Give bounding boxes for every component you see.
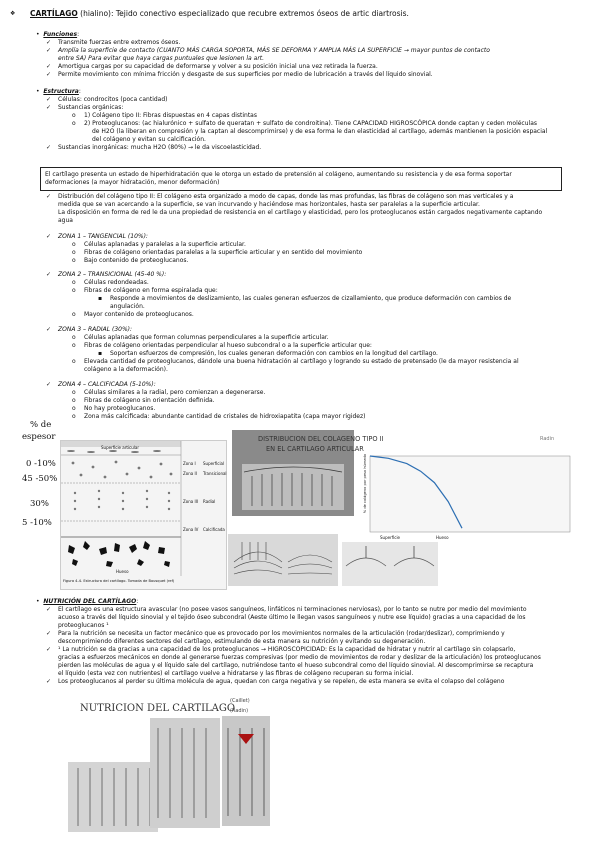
pct-label: espesor [22,432,56,442]
histology-figure [60,440,227,590]
nutricion-line: proteoglucanos ¹ [58,622,109,629]
check-mark: ✓ [46,71,52,78]
zona-title: ZONA 4 – CALCIFICADA (5-10%): [58,381,156,388]
sub-bullet: o [72,334,76,341]
note-box [40,167,562,191]
zona-item: Elevada cantidad de proteoglucanos, dándole una buena hidratación al cartílago y logrando su estado de pretensado (le da mayor resistencia al [84,358,519,365]
diagram-image [342,542,438,586]
note-text: El cartílago presenta un estado de hiperhidratación que le otorga un estado de pretensión al colágeno, aumentando su resistencia y de esa forma soportar deformaciones (a mayor hidratación, menor deformación) [45,171,512,186]
compression-image [228,534,338,586]
zona-title: ZONA 1 – TANGENCIAL (10%): [58,233,148,240]
funciones-item: entre SA) Para evitar que haya cargas puntuales que lesionen la art. [58,55,265,62]
zone-label: Zona II [183,471,197,476]
check-mark: ✓ [46,606,52,613]
pct-label: 30% [30,499,49,509]
zona-item: Soportan esfuerzos de compresión, los cuales generan deformación con cambios en la longitud del cartílago. [110,350,438,357]
sub-bullet: o [72,241,76,248]
nutricion-line: El cartílago es una estructura avascular (no posee vasos sanguíneos, linfáticos ni terminaciones nerviosas), por lo tanto se nutre por medio del movimiento [58,606,527,613]
estructura-item: de H2O (la liberan en compresión y la captan al descomprimirse) y de esa forma le dan elasticidad al cartílago, además mantienen la posición espacial [92,128,548,135]
check-mark: ✓ [46,630,52,637]
pct-label: 45 -50% [22,474,58,484]
nutricion-heading: • NUTRICIÓN DEL CARTÍLAGO: [36,598,139,605]
zona-item: Fibras de colágeno en forma espiralada que: [84,287,218,294]
zone-label: Zona I [183,461,196,466]
distribucion-line: Distribución del colágeno tipo II: El colágeno esta organizado a modo de capas, donde las mas profundas, las fibras de colágeno son mas verticales y a [58,193,514,200]
zona-item: No hay proteoglucanos. [84,405,156,412]
figure-right-tag: Radin [540,436,555,442]
funciones-item: Amplía la superficie de contacto (CUANTO MÁS CARGA SOPORTA, MÁS SE DEFORMA Y AMPLIA MÁS LA SUPERFICIE → mayor puntos de contacto [58,47,490,54]
pct-label: 5 -10% [22,518,52,528]
nutrition-drawing-1 [68,762,158,832]
zone-name: Calcificada [203,527,225,532]
distribucion-line: medida que se van acercando a la superficie, se van incurvando y haciéndose mas horizontales, hasta ser paralelas a la superficie articular. [58,201,480,208]
check-mark: ✓ [46,271,52,278]
nutricion-line: el líquido (esta vez con nutrientes) el cartílago vuelve a hidratarse y las fibras de colágeno recuperan su forma inicial. [58,670,414,677]
estructura-item: Células: condrocitos (poca cantidad) [58,96,168,103]
zona-item: Células aplanadas que forman columnas perpendiculares a la superficie articular. [84,334,329,341]
zone-label: Zona IV [183,527,199,532]
sub-bullet: o [72,249,76,256]
compression-drawing [228,534,338,586]
funciones-item: Transmite fuerzas entre extremos óseos. [58,39,181,46]
zone-label: Zona III [183,499,198,504]
check-mark: ✓ [46,646,52,653]
nutricion-line: ¹ La nutrición se da gracias a una capacidad de los proteoglucanos → HIGROSCOPICIDAD: Es la capacidad de hidratar y nutrir al cartílago sin colapsarlo, [58,646,516,653]
pct-label: 0 -10% [26,459,56,469]
distribucion-line: La disposición en forma de red le da una propiedad de resistencia en el cartílago y elasticidad, pero los proteoglucanos están cargados negativamente captando [58,209,543,216]
nutricion-line: acuoso a través del líquido sinovial y el tejido óseo subcondral (Aeste último le llegan vasos sanguíneos y nutre ese líquido) gracias a una capacidad de los [58,614,526,621]
funciones-item: Amortigua cargas por su capacidad de deformarse y volver a su posición inicial una vez retirada la fuerza. [58,63,378,70]
sub-bullet: o [72,311,76,318]
title-word: CARTÍLAGO [30,9,78,18]
sub-bullet: o [72,112,76,119]
sub-bullet: o [72,405,76,412]
estructura-item: 2) Proteoglucanos: (ac hialurónico + sulfato de queratan + sulfato de condroitina). Tiene CAPACIDAD HIGROSCÓPICA donde captan y ceden moléculas [84,120,538,127]
nutrition-image-2 [150,718,220,828]
check-mark: ✓ [46,96,52,103]
sub-bullet: o [72,120,76,127]
bottom-figure-tag: (Radin) [230,708,249,714]
panel-top-label: Superficie articular [101,445,139,450]
zone-name: Radial [203,499,216,504]
bottom-figure-tag: (Caillet) [230,698,250,704]
sub-bullet: o [72,397,76,404]
figure-right-title: DISTRIBUCION DEL COLAGENO TIPO II [258,435,384,443]
zona-item: Bajo contenido de proteoglucanos. [84,257,189,264]
chart-xlabel-left: Superficie [380,535,401,540]
check-mark: ✓ [46,47,52,54]
nutricion-line: gracias a esfuerzos mecánicos en donde al generarse fuerzas compresivas (por medio de movimientos de rodar y deslizar de la articulación) los proteoglucanos [58,654,541,661]
doc-title [30,10,409,17]
zona-item: Células similares a la radial, pero comienzan a degenerarse. [84,389,266,396]
zona-item: Células redondeadas. [84,279,149,286]
zona-item: Fibras de colágeno sin orientación definida. [84,397,215,404]
chart-ylabel: % de colágeno por peso húmedo [363,453,368,514]
nutricion-line: Para la nutrición se necesita un factor mecánico que es provocado por los movimientos normales de la articulación (rodar/deslizar), comprimiendo y [58,630,505,637]
histology-drawing [61,441,226,589]
figure-right-title: EN EL CARTILAGO ARTICULAR [266,445,364,453]
estructura-heading: • Estructura: [36,88,81,95]
zona-item: colágeno a la deformación). [84,366,168,373]
nutrition-image-1 [68,762,158,832]
check-mark: ✓ [46,193,52,200]
sub-bullet: o [72,257,76,264]
check-mark: ✓ [46,381,52,388]
nutrition-drawing-3 [222,716,270,826]
zona-title: ZONA 2 – TRANSICIONAL (45-40 %): [58,271,167,278]
nutricion-line: Los proteoglucanos al perder su última molécula de agua, quedan con carga negativa y se repelen, de esta manera se evita el colapso del colágeno [58,678,505,685]
zona-item: Zona más calcificada: abundante cantidad de cristales de hidroxiapatita (capa mayor rigidez) [84,413,366,420]
nutrition-image-3 [222,716,270,826]
figure-caption: Figura 4-4. Estructura del cartílago. Tomada de Bousquet (ref) [63,579,175,583]
check-mark: ✓ [46,326,52,333]
bone-label: Hueso [116,569,129,574]
check-mark: ✓ [46,39,52,46]
zone-name: Superficial [203,461,225,466]
distribucion-line: agua [58,217,73,224]
sub-bullet: o [72,358,76,365]
collagen-chart-svg [356,452,576,540]
funciones-item: Permite movimiento con mínima fricción y desgaste de sus superficies por medio de lubricación a través del líquido sinovial. [58,71,433,78]
zona-item: Responde a movimientos de deslizamiento, las cuales generan esfuerzos de cizallamiento, que produce deformación con cambios de [110,295,512,302]
estructura-item: Sustancias orgánicas: [58,104,124,111]
zone-name: Transicional [203,471,227,476]
bottom-figure-title: NUTRICION DEL CARTILAGO [80,703,236,714]
estructura-item: Sustancias inorgánicas: mucha H2O (80%) → le da viscoelasticidad. [58,144,262,151]
check-mark: ✓ [46,144,52,151]
nutrition-drawing-2 [150,718,220,828]
zona-item: angulación. [110,303,145,310]
pct-label: % de [30,420,52,430]
chart-xlabel-right: Hueso [436,535,449,540]
funciones-heading: • Funciones: [36,31,80,38]
nutricion-line: pierden las moléculas de agua y el líquido sale del cartílago, nutriéndose tanto el hueso subcondral como del líquido sinovial. Al descomprimirse se recaptura [58,662,534,669]
check-mark: ✓ [46,63,52,70]
zona-title: ZONA 3 – RADIAL (30%): [58,326,133,333]
sub-bullet: o [72,413,76,420]
sub-sub-bullet: ▪ [98,295,103,302]
sub-bullet: o [72,389,76,396]
header-bullet: ❖ [10,10,16,17]
estructura-item: 1) Colágeno tipo II: Fibras dispuestas en 4 capas distintas [84,112,257,119]
collagen-chart [356,452,576,540]
zona-item: Células aplanadas y paralelas a la superficie articular. [84,241,246,248]
sub-bullet: o [72,287,76,294]
check-mark: ✓ [46,678,52,685]
title-rest: (hialino): Tejido conectivo especializado que recubre extremos óseos de artic diartrosis. [77,9,409,18]
diagram-drawing [342,542,438,586]
nutricion-line: descomprimiendo diferentes sectores del cartílago, estimulando de esta manera su nutrición y evitando su degeneración. [58,638,426,645]
chart-plot-area [370,456,570,532]
zona-item: Fibras de colágeno orientadas perpendicular al hueso subcondral o a la superficie articular que: [84,342,372,349]
sub-bullet: o [72,342,76,349]
estructura-item: del colágeno y evitan su calcificación. [92,136,206,143]
sub-bullet: o [72,279,76,286]
zona-item: Mayor contenido de proteoglucanos. [84,311,194,318]
check-mark: ✓ [46,233,52,240]
check-mark: ✓ [46,104,52,111]
sub-sub-bullet: ▪ [98,350,103,357]
zona-item: Fibras de colágeno orientadas paralelas a la superficie articular y en sentido del movimiento [84,249,363,256]
